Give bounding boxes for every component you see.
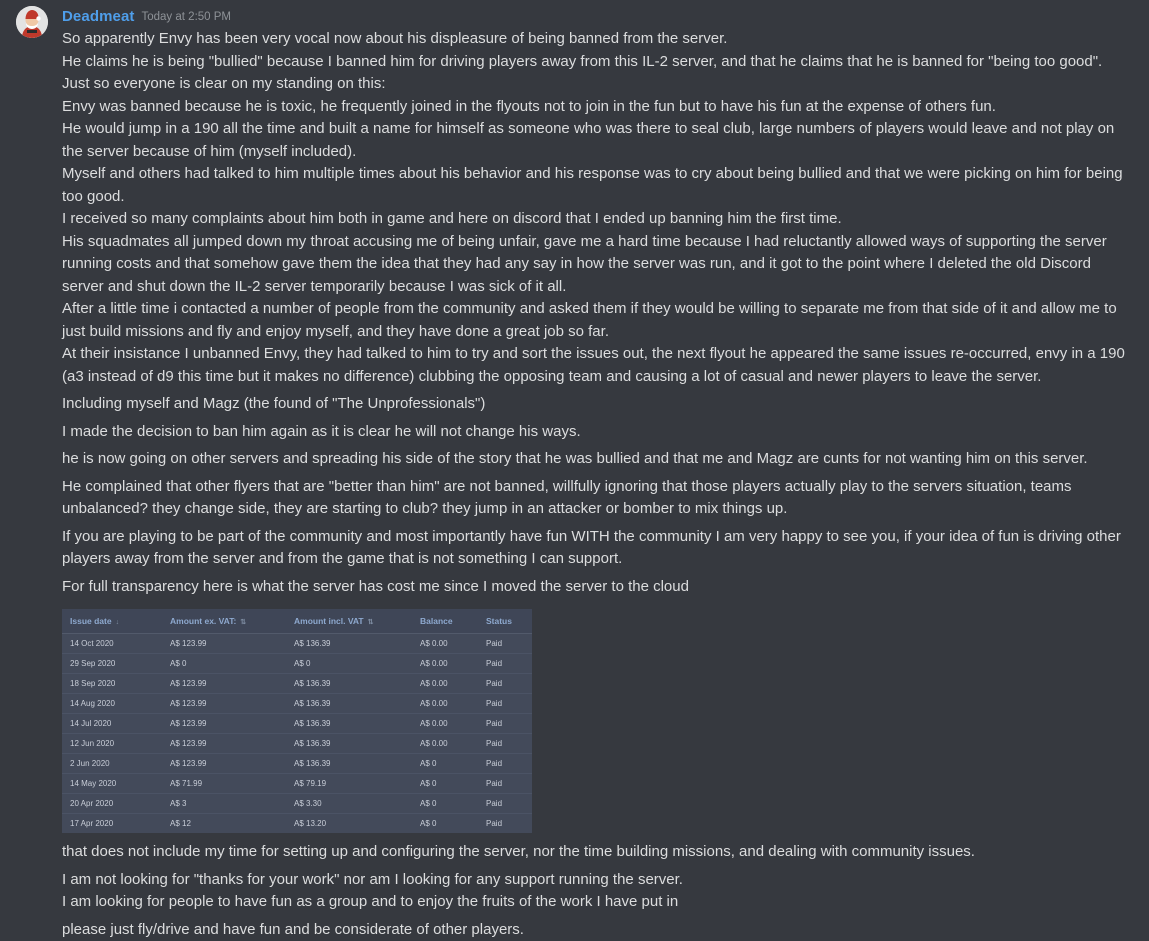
cell-balance: A$ 0 <box>412 794 478 814</box>
column-label: Amount incl. VAT <box>294 616 364 626</box>
cell-balance: A$ 0.00 <box>412 734 478 754</box>
cell-issue-date: 14 Aug 2020 <box>62 694 162 714</box>
cell-amount-incl-vat: A$ 79.19 <box>286 774 412 794</box>
message-line: Just so everyone is clear on my standing on this: <box>62 73 1129 96</box>
message-line: His squadmates all jumped down my throat accusing me of being unfair, gave me a hard time because I had reluctantly allowed ways of supporting the server running costs and that somehow gave them the idea that they had any say in how the server was run, and it got to the point where I deleted the old Discord server and shut down the IL-2 server temporarily because I was sick of it all. <box>62 231 1129 299</box>
cell-amount-ex-vat: A$ 12 <box>162 814 286 834</box>
table-row[interactable] <box>62 774 532 794</box>
cell-issue-date: 12 Jun 2020 <box>62 734 162 754</box>
invoice-table-body <box>62 634 532 834</box>
cell-balance: A$ 0.00 <box>412 674 478 694</box>
message-timestamp: Today at 2:50 PM <box>142 11 232 23</box>
message-line: Myself and others had talked to him multiple times about his behavior and his response was to cry about being bullied and that we were picking on him for being too good. <box>62 163 1129 208</box>
cell-balance: A$ 0.00 <box>412 694 478 714</box>
cell-amount-incl-vat: A$ 136.39 <box>286 634 412 654</box>
invoice-table <box>62 609 532 833</box>
cell-amount-ex-vat: A$ 123.99 <box>162 674 286 694</box>
column-header-status[interactable] <box>478 609 532 634</box>
cell-amount-ex-vat: A$ 123.99 <box>162 634 286 654</box>
table-row[interactable] <box>62 654 532 674</box>
cell-issue-date: 2 Jun 2020 <box>62 754 162 774</box>
cell-issue-date: 14 Jul 2020 <box>62 714 162 734</box>
santa-avatar-icon <box>16 6 48 38</box>
cell-amount-ex-vat: A$ 3 <box>162 794 286 814</box>
avatar[interactable] <box>16 6 48 38</box>
message-line: At their insistance I unbanned Envy, they had talked to him to try and sort the issues out, the next flyout he appeared the same issues re-occurred, envy in a 190 (a3 instead of d9 this time but it makes no difference) clubbing the opposing team and causing a lot of casual and newer players to leave the server. <box>62 343 1129 388</box>
message-header <box>62 8 1129 26</box>
table-row[interactable] <box>62 674 532 694</box>
table-row[interactable] <box>62 754 532 774</box>
table-row[interactable] <box>62 694 532 714</box>
message-line: He would jump in a 190 all the time and built a name for himself as someone who was there to seal club, large numbers of players would leave and not play on the server because of him (myself included). <box>62 118 1129 163</box>
cell-amount-incl-vat: A$ 13.20 <box>286 814 412 834</box>
cell-amount-incl-vat: A$ 136.39 <box>286 714 412 734</box>
column-label: Balance <box>420 616 453 626</box>
message-author[interactable]: Deadmeat <box>62 8 135 25</box>
cell-amount-incl-vat: A$ 136.39 <box>286 734 412 754</box>
column-label: Amount ex. VAT: <box>170 616 236 626</box>
cell-issue-date: 29 Sep 2020 <box>62 654 162 674</box>
table-row[interactable] <box>62 814 532 834</box>
message-line: For full transparency here is what the server has cost me since I moved the server to the cloud <box>62 576 1129 599</box>
column-header-issue-date[interactable] <box>62 609 162 634</box>
cell-status: Paid <box>478 794 532 814</box>
message-line: I received so many complaints about him both in game and here on discord that I ended up banning him the first time. <box>62 208 1129 231</box>
cell-amount-ex-vat: A$ 0 <box>162 654 286 674</box>
message-line: please just fly/drive and have fun and be considerate of other players. <box>62 919 1129 941</box>
table-row[interactable] <box>62 794 532 814</box>
message-line: he is now going on other servers and spreading his side of the story that he was bullied and that me and Magz are cunts for not wanting him on this server. <box>62 448 1129 471</box>
cell-amount-ex-vat: A$ 123.99 <box>162 734 286 754</box>
cell-amount-ex-vat: A$ 123.99 <box>162 754 286 774</box>
message-line: So apparently Envy has been very vocal now about his displeasure of being banned from the server. <box>62 28 1129 51</box>
cell-amount-ex-vat: A$ 71.99 <box>162 774 286 794</box>
message-line: I am looking for people to have fun as a group and to enjoy the fruits of the work I have put in <box>62 891 1129 914</box>
table-row[interactable] <box>62 734 532 754</box>
message-line: He complained that other flyers that are "better than him" are not banned, willfully ignoring that those players actually play to the servers situation, teams unbalanced? they change side, they are starting to club? they jump in an attacker or bomber to mix things up. <box>62 476 1129 521</box>
column-label: Status <box>486 616 512 626</box>
cell-status: Paid <box>478 774 532 794</box>
cell-status: Paid <box>478 754 532 774</box>
message-line: He claims he is being "bullied" because I banned him for driving players away from this IL-2 server, and that he claims that he is banned for "being too good". <box>62 51 1129 74</box>
cell-amount-ex-vat: A$ 123.99 <box>162 714 286 734</box>
cell-balance: A$ 0 <box>412 754 478 774</box>
cell-status: Paid <box>478 734 532 754</box>
table-row[interactable] <box>62 634 532 654</box>
cell-status: Paid <box>478 634 532 654</box>
column-label: Issue date <box>70 616 112 626</box>
cell-issue-date: 20 Apr 2020 <box>62 794 162 814</box>
cell-amount-incl-vat: A$ 136.39 <box>286 674 412 694</box>
message-line: that does not include my time for setting up and configuring the server, nor the time building missions, and dealing with community issues. <box>62 841 1129 864</box>
cell-status: Paid <box>478 654 532 674</box>
table-row[interactable] <box>62 714 532 734</box>
cell-status: Paid <box>478 674 532 694</box>
message-line: Including myself and Magz (the found of "The Unprofessionals") <box>62 393 1129 416</box>
cell-status: Paid <box>478 814 532 834</box>
sort-toggle-icon[interactable]: ⇅ <box>368 619 374 626</box>
table-header-row <box>62 609 532 634</box>
cell-amount-incl-vat: A$ 3.30 <box>286 794 412 814</box>
cell-status: Paid <box>478 714 532 734</box>
message-line: After a little time i contacted a number of people from the community and asked them if they would be willing to separate me from that side of it and allow me to just build missions and fly and enjoy myself, and they have done a great job so far. <box>62 298 1129 343</box>
message-line: Envy was banned because he is toxic, he frequently joined in the flyouts not to join in the fun but to have his fun at the expense of others fun. <box>62 96 1129 119</box>
message-line: I am not looking for "thanks for your work" nor am I looking for any support running the server. <box>62 869 1129 892</box>
invoice-table-attachment[interactable] <box>62 609 462 833</box>
cell-balance: A$ 0 <box>412 814 478 834</box>
column-header-amount-ex-vat[interactable] <box>162 609 286 634</box>
cell-amount-ex-vat: A$ 123.99 <box>162 694 286 714</box>
cell-amount-incl-vat: A$ 136.39 <box>286 754 412 774</box>
message-line: If you are playing to be part of the community and most importantly have fun WITH the community I am very happy to see you, if your idea of fun is driving other players away from the server and from the game that is not something I can support. <box>62 526 1129 571</box>
cell-issue-date: 14 Oct 2020 <box>62 634 162 654</box>
cell-amount-incl-vat: A$ 0 <box>286 654 412 674</box>
column-header-balance[interactable] <box>412 609 478 634</box>
message-line: I made the decision to ban him again as it is clear he will not change his ways. <box>62 421 1129 444</box>
column-header-amount-incl-vat[interactable] <box>286 609 412 634</box>
cell-issue-date: 17 Apr 2020 <box>62 814 162 834</box>
cell-status: Paid <box>478 694 532 714</box>
cell-issue-date: 14 May 2020 <box>62 774 162 794</box>
cell-balance: A$ 0.00 <box>412 654 478 674</box>
cell-balance: A$ 0 <box>412 774 478 794</box>
cell-balance: A$ 0.00 <box>412 634 478 654</box>
cell-issue-date: 18 Sep 2020 <box>62 674 162 694</box>
cell-balance: A$ 0.00 <box>412 714 478 734</box>
sort-desc-icon[interactable]: ↓ <box>116 619 120 626</box>
cell-amount-incl-vat: A$ 136.39 <box>286 694 412 714</box>
sort-toggle-icon[interactable]: ⇅ <box>240 619 246 626</box>
